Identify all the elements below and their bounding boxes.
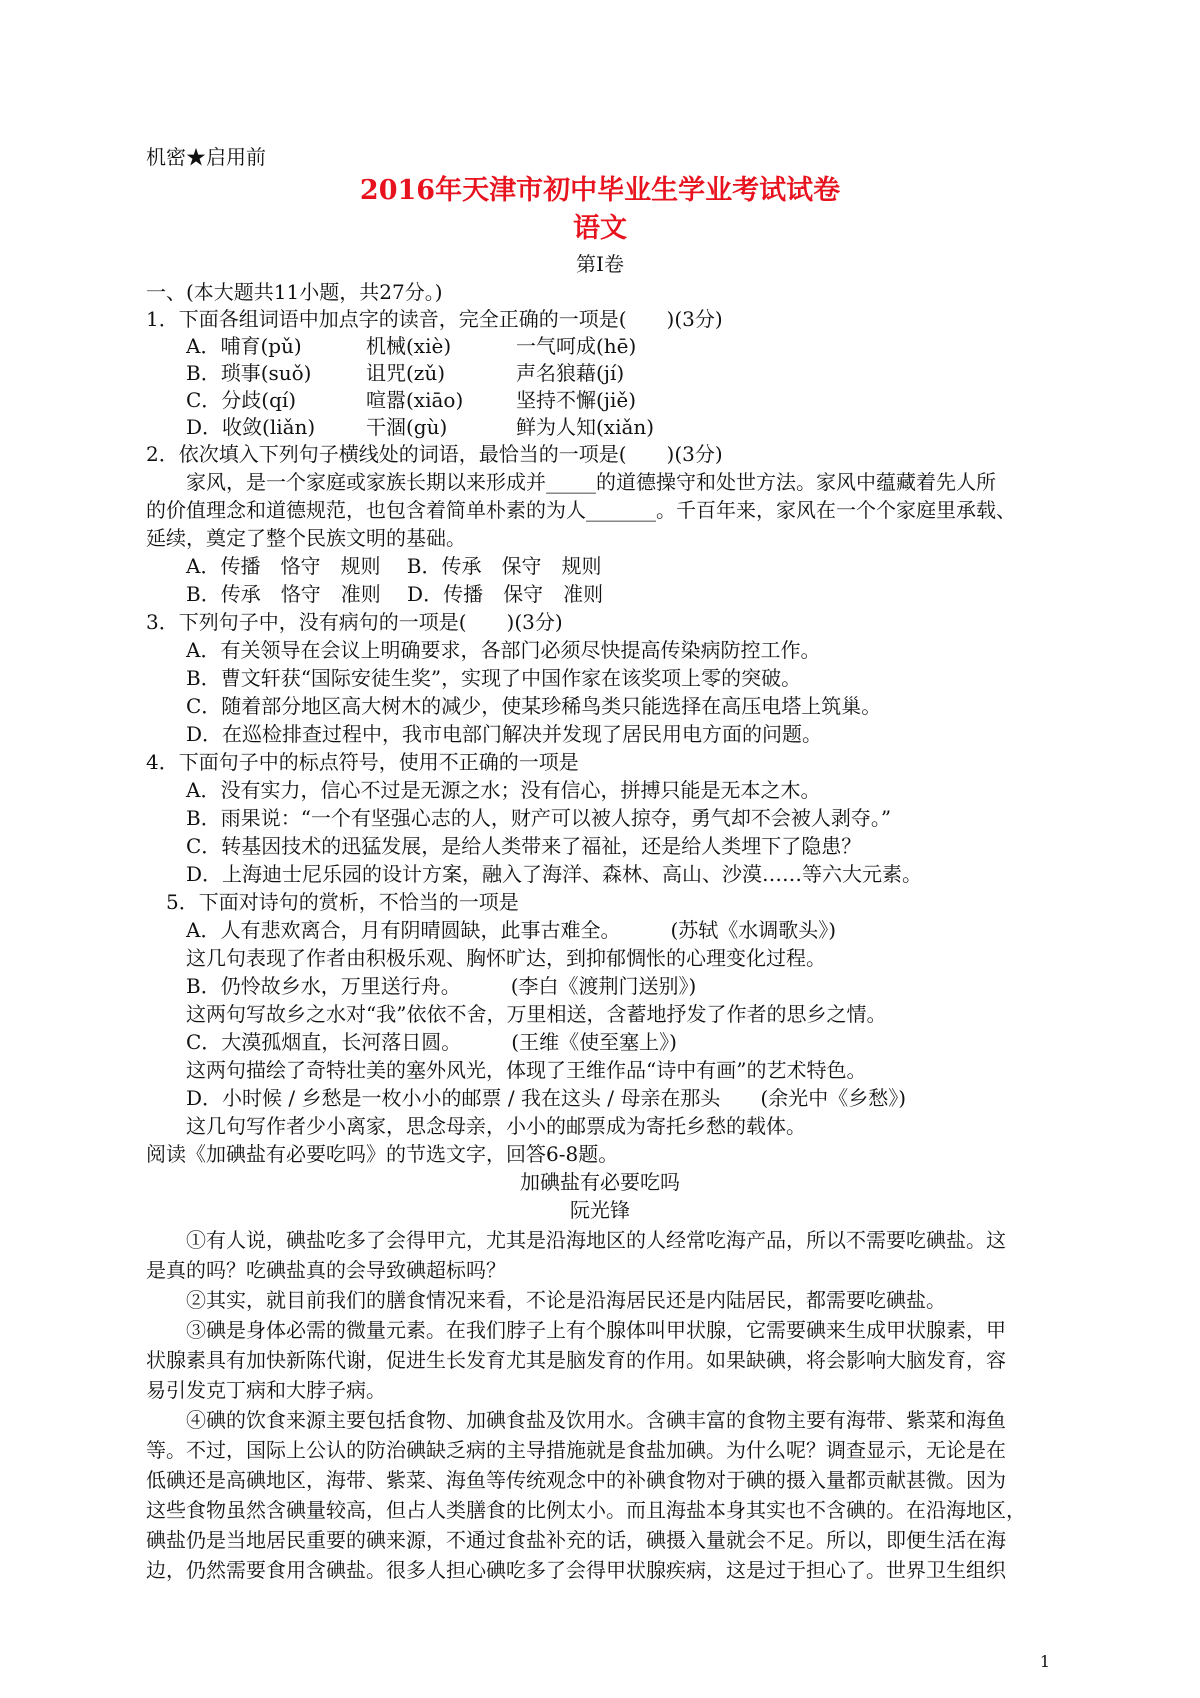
article-author: 阮光锋 bbox=[570, 1198, 630, 1222]
article-paragraph-line: 等。不过，国际上公认的防治碘缺乏病的主导措施就是食盐加碘。为什么呢？调查显示，无论是在 bbox=[146, 1438, 1006, 1462]
q5-stem: 5．下面对诗句的赏析，不恰当的一项是 bbox=[166, 890, 519, 914]
article-paragraph-line: 低碘还是高碘地区，海带、紫菜、海鱼等传统观念中的补碘食物对于碘的摄入量都贡献甚微。因为 bbox=[146, 1468, 1006, 1492]
article-paragraph-line: 是真的吗？吃碘盐真的会导致碘超标吗？ bbox=[146, 1258, 506, 1282]
q5-line: 这两句描绘了奇特壮美的塞外风光，体现了王维作品“诗中有画”的艺术特色。 bbox=[186, 1058, 867, 1082]
q5-line: 这几句写作者少小离家，思念母亲，小小的邮票成为寄托乡愁的载体。 bbox=[186, 1114, 806, 1138]
article-paragraph-line: 碘盐仍是当地居民重要的碘来源，不通过食盐补充的话，碘摄入量就会不足。所以，即便生活在海 bbox=[146, 1528, 1006, 1552]
q2-passage-line: 延续，奠定了整个民族文明的基础。 bbox=[146, 526, 466, 550]
reading-intro: 阅读《加碘盐有必要吃吗》的节选文字，回答6-8题。 bbox=[146, 1142, 619, 1166]
q2-stem: 2．依次填入下列句子横线处的词语，最恰当的一项是( )(3分) bbox=[146, 442, 723, 466]
q1-option-c: C．分歧(qí) 喧嚣(xiāo) 坚持不懈(jiě) bbox=[186, 388, 637, 412]
q3-option-d: D．在巡检排查过程中，我市电部门解决并发现了居民用电方面的问题。 bbox=[186, 722, 823, 746]
page-number: 1 bbox=[1039, 1652, 1050, 1671]
q1-option-b: B．琐事(suǒ) 诅咒(zǔ) 声名狼藉(jí) bbox=[186, 361, 625, 385]
q1-stem: 1．下面各组词语中加点字的读音，完全正确的一项是( )(3分) bbox=[146, 307, 723, 331]
q5-line: C．大漠孤烟直，长河落日圆。 (王维《使至塞上》) bbox=[186, 1030, 677, 1054]
q2-options-row: B．传承 恪守 准则 D．传播 保守 准则 bbox=[186, 582, 604, 606]
q5-line: 这两句写故乡之水对“我”依依不舍，万里相送，含蓄地抒发了作者的思乡之情。 bbox=[186, 1002, 887, 1026]
confidential-label: 机密★启用前 bbox=[146, 145, 266, 169]
q3-option-c: C．随着部分地区高大树木的减少，使某珍稀鸟类只能选择在高压电塔上筑巢。 bbox=[186, 694, 882, 718]
subject-title: 语文 bbox=[573, 213, 627, 244]
q4-option-c: C．转基因技术的迅猛发展，是给人类带来了福祉，还是给人类埋下了隐患？ bbox=[186, 834, 862, 858]
article-paragraph-line: 易引发克丁病和大脖子病。 bbox=[146, 1378, 386, 1402]
q1-option-d: D．收敛(liǎn) 干涸(gù) 鲜为人知(xiǎn) bbox=[186, 415, 655, 439]
q4-option-d: D．上海迪士尼乐园的设计方案，融入了海洋、森林、高山、沙漠……等六大元素。 bbox=[186, 862, 923, 886]
q2-passage-line: 的价值理念和道德规范，也包含着简单朴素的为人_______。千百年来，家风在一个个家庭里承载、 bbox=[146, 498, 1016, 522]
article-paragraph-line: ②其实，就目前我们的膳食情况来看，不论是沿海居民还是内陆居民，都需要吃碘盐。 bbox=[186, 1288, 946, 1312]
volume-label: 第Ⅰ卷 bbox=[576, 252, 624, 276]
q5-line: B．仍怜故乡水，万里送行舟。 (李白《渡荆门送别》) bbox=[186, 974, 697, 998]
section-heading: 一、(本大题共11小题，共27分。) bbox=[146, 280, 443, 304]
article-paragraph-line: 边，仍然需要食用含碘盐。很多人担心碘吃多了会得甲状腺疾病，这是过于担心了。世界卫生组织 bbox=[146, 1558, 1006, 1582]
q5-line: A．人有悲欢离合，月有阴晴圆缺，此事古难全。 (苏轼《水调歌头》) bbox=[186, 918, 837, 942]
article-paragraph-line: 这些食物虽然含碘量较高，但占人类膳食的比例太小。而且海盐本身其实也不含碘的。在沿海地区， bbox=[146, 1498, 1026, 1522]
q3-option-a: A．有关领导在会议上明确要求，各部门必须尽快提高传染病防控工作。 bbox=[186, 638, 821, 662]
q5-line: D．小时候 / 乡愁是一枚小小的邮票 / 我在这头 / 母亲在那头 (余光中《乡愁》) bbox=[186, 1086, 906, 1110]
q5-line: 这几句表现了作者由积极乐观、胸怀旷达，到抑郁惆怅的心理变化过程。 bbox=[186, 946, 826, 970]
q4-stem: 4．下面句子中的标点符号，使用不正确的一项是 bbox=[146, 750, 579, 774]
q2-options-row: A．传播 恪守 规则 B．传承 保守 规则 bbox=[186, 554, 602, 578]
exam-title: 2016年天津市初中毕业生学业考试试卷 bbox=[359, 175, 841, 206]
q3-option-b: B．曹文轩获“国际安徒生奖”，实现了中国作家在该奖项上零的突破。 bbox=[186, 666, 802, 690]
article-paragraph-line: ④碘的饮食来源主要包括食物、加碘食盐及饮用水。含碘丰富的食物主要有海带、紫菜和海鱼 bbox=[186, 1408, 1006, 1432]
article-paragraph-line: ③碘是身体必需的微量元素。在我们脖子上有个腺体叫甲状腺，它需要碘来生成甲状腺素，甲 bbox=[186, 1318, 1006, 1342]
article-title: 加碘盐有必要吃吗 bbox=[520, 1170, 680, 1194]
article-paragraph-line: ①有人说，碘盐吃多了会得甲亢，尤其是沿海地区的人经常吃海产品，所以不需要吃碘盐。这 bbox=[186, 1228, 1006, 1252]
q4-option-b: B．雨果说：“一个有坚强心志的人，财产可以被人掠夺，勇气却不会被人剥夺。” bbox=[186, 806, 892, 830]
q2-passage-line: 家风，是一个家庭或家族长期以来形成并_____的道德操守和处世方法。家风中蕴藏着先人所 bbox=[186, 470, 996, 494]
article-paragraph-line: 状腺素具有加快新陈代谢，促进生长发育尤其是脑发育的作用。如果缺碘，将会影响大脑发育，容 bbox=[146, 1348, 1006, 1372]
q1-option-a: A．哺育(pǔ) 机械(xiè) 一气呵成(hē) bbox=[186, 334, 637, 358]
q4-option-a: A．没有实力，信心不过是无源之水；没有信心，拼搏只能是无本之木。 bbox=[186, 778, 821, 802]
q3-stem: 3．下列句子中，没有病句的一项是( )(3分) bbox=[146, 610, 563, 634]
